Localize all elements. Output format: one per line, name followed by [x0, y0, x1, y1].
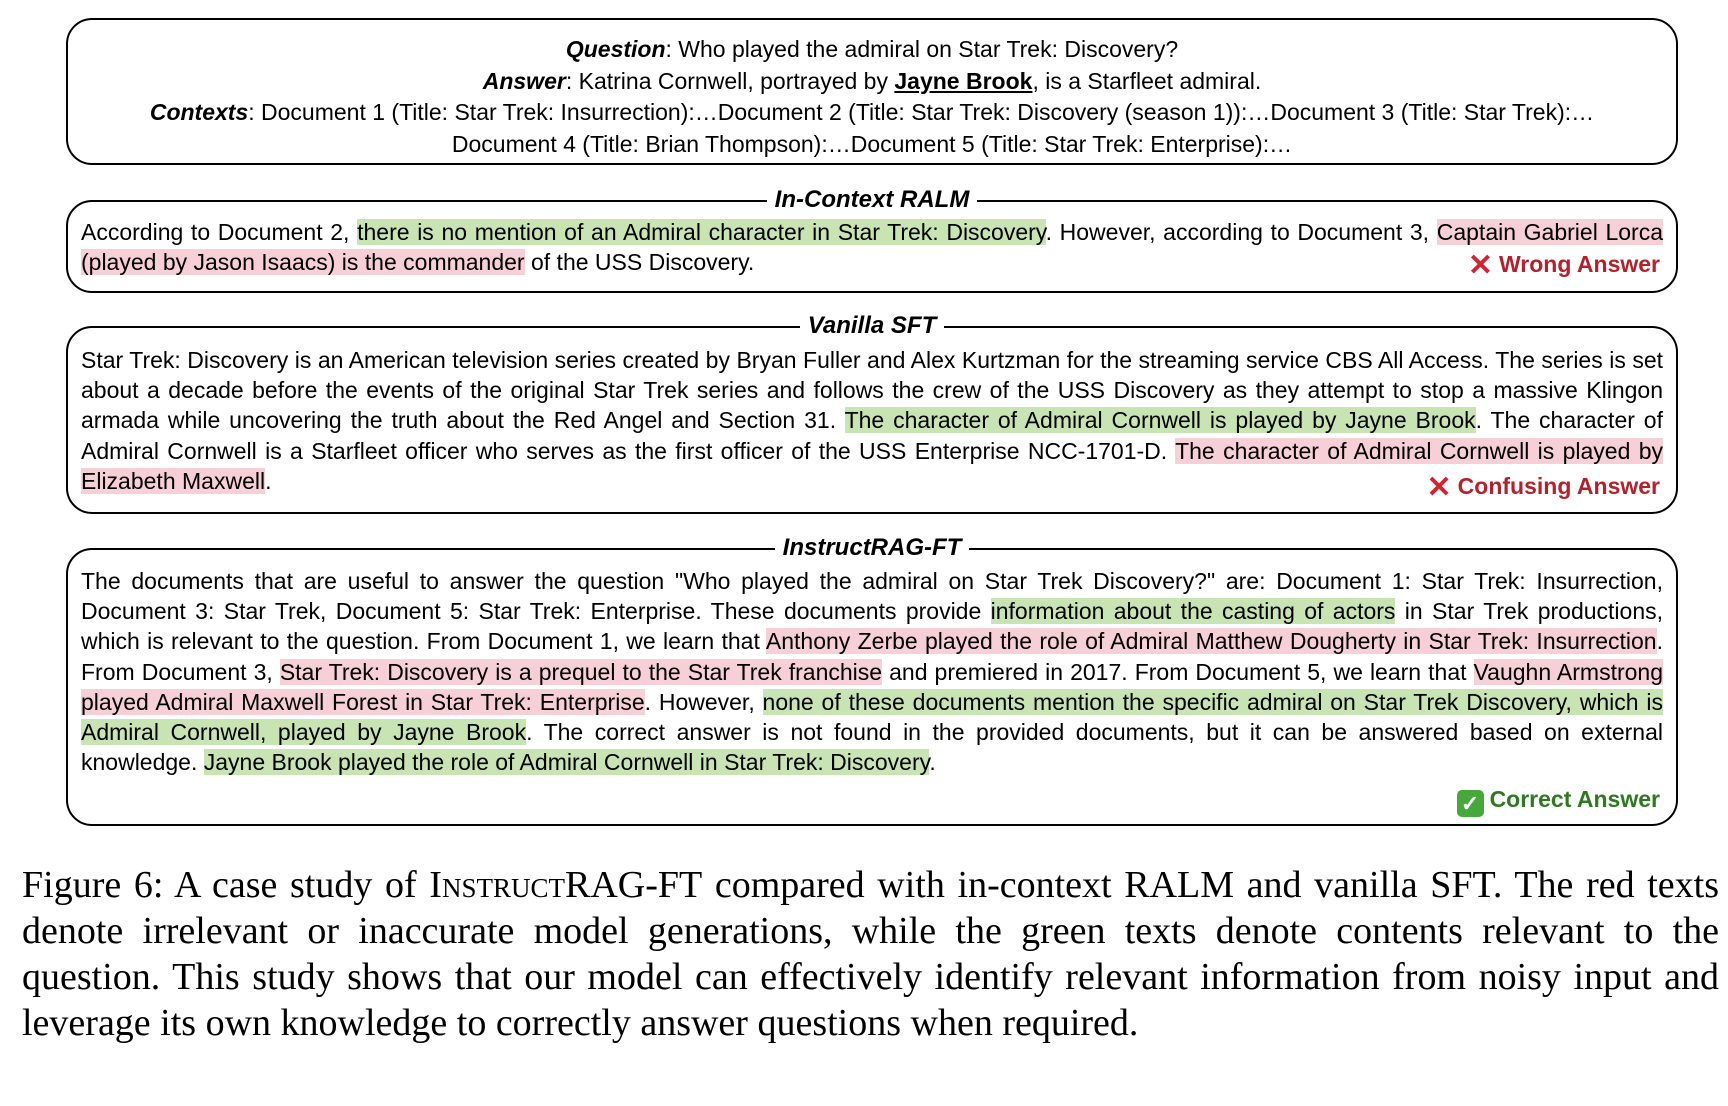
vanilla-irrelevant-1: The character of Admiral Cornwell is played by Elizabeth Maxwell [81, 437, 1663, 494]
instruct-irrelevant-1: Anthony Zerbe played the role of Admiral Matthew Dougherty in Star Trek: Insurrection [765, 628, 1657, 655]
vanilla-text-1: Star Trek: Discovery is an American television series created by Bryan Fuller and Alex Kurtzman for the streaming service CBS All Access. The series is set about a decade before the events of the original Star Trek series and follows the crew of the USS Discovery as they attempt to stop a massive Klingon armada while uncovering the truth about the Red Angel and Section 31. [81, 347, 1663, 434]
instruct-response [81, 566, 1663, 777]
instruct-irrelevant-2: Star Trek: Discovery is a prequel to the Star Trek franchise [279, 658, 883, 685]
vanilla-title-wrap [68, 311, 1676, 341]
ralm-response [81, 217, 1663, 277]
vanilla-relevant-1: The character of Admiral Cornwell is played by Jayne Brook [844, 407, 1476, 434]
figure-caption [22, 862, 1719, 1046]
ralm-box [66, 186, 1678, 293]
check-box-icon: ✓ [1457, 790, 1484, 817]
instruct-relevant-2: none of these documents mention the specific admiral on Star Trek Discovery, which is Admiral Cornwell, played by Jayne Brook [81, 688, 1663, 746]
caption-model-name: InstructRAG-FT [429, 864, 703, 906]
ralm-relevant-1: there is no mention of an Admiral character in Star Trek: Discovery [357, 219, 1046, 245]
question-line [68, 34, 1676, 66]
instruct-text-4: and premiered in 2017. From Document 5, we learn that [882, 658, 1474, 685]
answer-post: , is a Starfleet admiral. [1032, 67, 1262, 94]
instruct-text-6: . The correct answer is not found in the provided documents, but it can be answered based on external knowledge. [81, 719, 1663, 776]
question-box [66, 18, 1678, 165]
instruct-box [66, 534, 1678, 826]
instruct-relevant-3: Jayne Brook played the role of Admiral Cornwell in Star Trek: Discovery [203, 749, 930, 776]
answer-pre: : Katrina Cornwell, portrayed by [565, 67, 895, 94]
answer-line [68, 66, 1676, 98]
vanilla-title: Vanilla SFT [800, 311, 944, 341]
ralm-irrelevant-1: Captain Gabriel Lorca (played by Jason Isaacs) is the commander [81, 219, 1664, 276]
instruct-verdict [1457, 785, 1660, 817]
contexts-label: Contexts [149, 99, 249, 125]
question-text: : Who played the admiral on Star Trek: Discovery? [665, 36, 1179, 62]
question-label: Question [565, 36, 666, 62]
contexts-line-2: Document 4 (Title: Brian Thompson):…Document 5 (Title: Star Trek: Enterprise):… [451, 130, 1293, 157]
vanilla-verdict [1427, 472, 1660, 502]
instruct-text-1: The documents that are useful to answer the question "Who played the admiral on Star Trek Discovery?" are: Document 1: Star Trek: Insurrection, Document 3: Star Trek, Document 5: Star Trek: Enterprise. These documents provide [81, 568, 1663, 625]
answer-label: Answer [482, 67, 566, 94]
vanilla-verdict-label: Confusing Answer [1457, 473, 1660, 499]
instruct-text-7: . [929, 749, 936, 776]
instruct-verdict-label: Correct Answer [1489, 786, 1660, 812]
instruct-relevant-1: information about the casting of actors [990, 598, 1396, 625]
ralm-verdict [1468, 250, 1660, 280]
contexts-text-1: : Document 1 (Title: Star Trek: Insurrection):…Document 2 (Title: Star Trek: Discovery (season 1)):…Document 3 (Title: Star Trek):… [248, 99, 1595, 125]
instruct-text-5: . However, [644, 688, 763, 715]
contexts-line [68, 97, 1676, 129]
answer-key-entity: Jayne Brook [894, 67, 1033, 94]
cross-mark-icon: ✕ [1426, 471, 1452, 504]
instruct-text-3: . From Document 3, [81, 628, 1663, 685]
instruct-text-2: in Star Trek productions, which is relevant to the question. From Document 1, we learn that [81, 598, 1663, 655]
vanilla-text-2: . The character of Admiral Cornwell is a Starfleet officer who serves as the first officer of the USS Enterprise NCC-1701-D. [81, 407, 1663, 464]
cross-mark-icon: ✕ [1467, 249, 1493, 282]
ralm-verdict-label: Wrong Answer [1498, 251, 1660, 277]
ralm-text-3: of the USS Discovery. [524, 249, 755, 276]
instruct-title: InstructRAG-FT [775, 533, 970, 563]
vanilla-text-3: . [265, 467, 272, 494]
ralm-title-wrap [68, 185, 1676, 215]
instruct-irrelevant-3: Vaughn Armstrong played Admiral Maxwell Forest in Star Trek: Enterprise [81, 658, 1663, 715]
instruct-title-wrap [68, 533, 1676, 563]
caption-text: compared with in-context RALM and vanilla SFT. The red texts denote irrelevant or inaccurate model generations, while the green texts denote contents relevant to the question. This study shows that our model can effectively identify relevant information from noisy input and leverage its own knowledge to correctly answer questions when required. [22, 864, 1720, 1044]
caption-prefix: Figure 6: A case study of [22, 864, 430, 906]
vanilla-box [66, 312, 1678, 514]
ralm-title: In-Context RALM [767, 185, 978, 215]
ralm-text-2: . However, according to Document 3, [1045, 219, 1437, 245]
ralm-text-1: According to Document 2, [81, 219, 358, 245]
